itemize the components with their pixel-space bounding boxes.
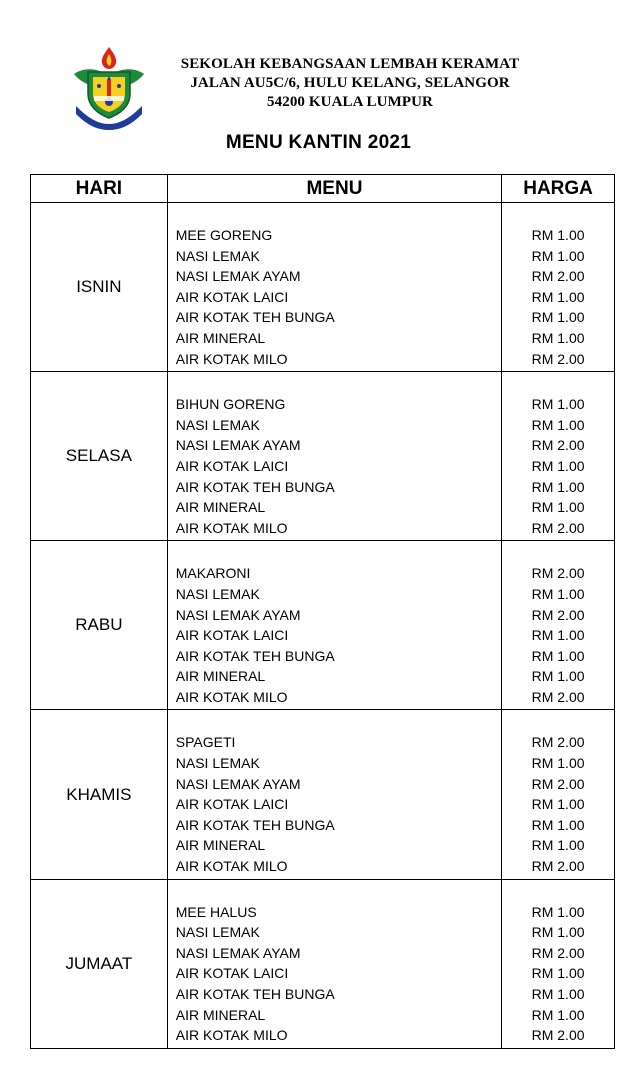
- school-info: [150, 55, 550, 112]
- menu-table-body: [31, 203, 615, 1049]
- header-price: HARGA: [502, 175, 615, 203]
- menu-item-price: RM 1.00: [531, 457, 585, 474]
- document-header: [0, 0, 637, 120]
- menu-item-name: AIR KOTAK MILO: [175, 350, 288, 367]
- price-list: [502, 710, 614, 878]
- menu-item-name: AIR KOTAK TEH BUNGA: [175, 816, 335, 833]
- menu-item-price: RM 2.00: [531, 858, 585, 875]
- menu-item-name: AIR KOTAK TEH BUNGA: [175, 309, 335, 326]
- menu-item-price: RM 1.00: [531, 647, 585, 664]
- menu-item-name: NASI LEMAK: [175, 755, 260, 772]
- menu-item-name: NASI LEMAK AYAM: [175, 606, 301, 623]
- price-cell: [502, 541, 615, 710]
- menu-item-name: NASI LEMAK: [175, 924, 260, 941]
- menu-item-price: RM 2.00: [531, 565, 585, 582]
- price-cell: [502, 372, 615, 541]
- menu-item-name: NASI LEMAK AYAM: [175, 775, 301, 792]
- menu-item-name: AIR KOTAK LAICI: [175, 796, 289, 813]
- menu-item-list: [168, 880, 501, 1048]
- day-cell: SELASA: [31, 372, 168, 541]
- menu-item-price: RM 1.00: [531, 1006, 585, 1023]
- price-cell: [502, 710, 615, 879]
- menu-item-price: RM 1.00: [531, 816, 585, 833]
- price-list: [502, 880, 614, 1048]
- menu-item-price: RM 1.00: [531, 585, 585, 602]
- menu-item-price: RM 1.00: [531, 796, 585, 813]
- menu-table: [30, 174, 615, 1049]
- menu-item-price: RM 1.00: [531, 924, 585, 941]
- school-logo: [68, 44, 150, 130]
- menu-item-price: RM 1.00: [531, 329, 585, 346]
- menu-item-name: AIR KOTAK MILO: [175, 1027, 288, 1044]
- menu-item-name: NASI LEMAK AYAM: [175, 944, 301, 961]
- menu-item-price: RM 2.00: [531, 350, 585, 367]
- school-crest-icon: [68, 44, 150, 130]
- table-row: [31, 879, 615, 1048]
- day-cell: JUMAAT: [31, 879, 168, 1048]
- table-row: [31, 710, 615, 879]
- menu-item-name: AIR MINERAL: [175, 668, 266, 685]
- menu-item-price: RM 2.00: [531, 734, 585, 751]
- menu-item-name: MEE HALUS: [175, 903, 257, 920]
- menu-item-name: AIR KOTAK LAICI: [175, 627, 289, 644]
- day-cell: KHAMIS: [31, 710, 168, 879]
- menu-item-name: AIR KOTAK MILO: [175, 858, 288, 875]
- menu-item-list: [168, 203, 501, 371]
- header-menu: MENU: [167, 175, 501, 203]
- school-address-line-2: 54200 KUALA LUMPUR: [267, 94, 433, 110]
- menu-item-price: RM 2.00: [531, 1027, 585, 1044]
- menu-item-price: RM 2.00: [531, 519, 585, 536]
- menu-item-price: RM 1.00: [531, 416, 585, 433]
- menu-item-price: RM 1.00: [531, 478, 585, 495]
- menu-item-price: RM 2.00: [531, 775, 585, 792]
- menu-item-name: NASI LEMAK: [175, 416, 260, 433]
- menu-cell: [167, 541, 501, 710]
- school-address-line-1: JALAN AU5C/6, HULU KELANG, SELANGOR: [190, 75, 510, 91]
- menu-item-price: RM 1.00: [531, 903, 585, 920]
- menu-item-name: AIR KOTAK MILO: [175, 519, 288, 536]
- menu-cell: [167, 879, 501, 1048]
- menu-item-name: AIR KOTAK MILO: [175, 688, 288, 705]
- menu-item-name: MAKARONI: [175, 565, 251, 582]
- menu-item-name: SPAGETI: [175, 734, 236, 751]
- menu-item-price: RM 2.00: [531, 606, 585, 623]
- menu-title: MENU KANTIN 2021: [225, 132, 412, 153]
- day-cell: RABU: [31, 541, 168, 710]
- menu-item-price: RM 1.00: [531, 986, 585, 1002]
- table-row: [31, 203, 615, 372]
- menu-item-name: MEE GORENG: [175, 227, 273, 243]
- menu-item-price: RM 2.00: [531, 268, 585, 285]
- menu-item-price: RM 2.00: [531, 944, 585, 961]
- menu-item-price: RM 1.00: [531, 837, 585, 854]
- menu-item-name: NASI LEMAK AYAM: [175, 268, 301, 285]
- menu-cell: [167, 203, 501, 372]
- menu-item-price: RM 2.00: [531, 688, 585, 705]
- menu-item-name: AIR MINERAL: [175, 499, 266, 516]
- menu-item-name: AIR MINERAL: [175, 1006, 266, 1023]
- menu-item-name: AIR MINERAL: [175, 329, 266, 346]
- menu-item-name: AIR KOTAK TEH BUNGA: [175, 478, 335, 495]
- menu-item-name: NASI LEMAK: [175, 247, 260, 264]
- menu-item-list: [168, 710, 501, 878]
- menu-item-price: RM 1.00: [531, 396, 585, 413]
- menu-item-price: RM 1.00: [531, 309, 585, 326]
- school-name: SEKOLAH KEBANGSAAN LEMBAH KERAMAT: [180, 56, 520, 72]
- price-list: [502, 203, 614, 371]
- menu-item-price: RM 1.00: [531, 247, 585, 264]
- menu-item-price: RM 1.00: [531, 227, 585, 243]
- header-day: HARI: [31, 175, 168, 203]
- day-cell: ISNIN: [31, 203, 168, 372]
- menu-item-name: AIR KOTAK LAICI: [175, 288, 289, 305]
- menu-cell: [167, 372, 501, 541]
- table-header-row: [31, 175, 615, 203]
- menu-item-name: AIR KOTAK LAICI: [175, 965, 289, 982]
- price-list: [502, 541, 614, 709]
- menu-item-name: AIR KOTAK LAICI: [175, 457, 289, 474]
- menu-cell: [167, 710, 501, 879]
- menu-item-price: RM 1.00: [531, 627, 585, 644]
- menu-item-price: RM 2.00: [531, 437, 585, 454]
- menu-item-list: [168, 541, 501, 709]
- menu-item-name: AIR KOTAK TEH BUNGA: [175, 986, 335, 1002]
- price-list: [502, 372, 614, 540]
- menu-item-name: BIHUN GORENG: [175, 396, 286, 413]
- menu-item-list: [168, 372, 501, 540]
- menu-item-name: NASI LEMAK AYAM: [175, 437, 301, 454]
- menu-item-name: AIR MINERAL: [175, 837, 266, 854]
- price-cell: [502, 879, 615, 1048]
- menu-item-price: RM 1.00: [531, 499, 585, 516]
- table-row: [31, 541, 615, 710]
- menu-item-price: RM 1.00: [531, 288, 585, 305]
- menu-item-name: AIR KOTAK TEH BUNGA: [175, 647, 335, 664]
- menu-item-price: RM 1.00: [531, 668, 585, 685]
- menu-item-price: RM 1.00: [531, 755, 585, 772]
- table-row: [31, 372, 615, 541]
- menu-item-name: NASI LEMAK: [175, 585, 260, 602]
- price-cell: [502, 203, 615, 372]
- menu-item-price: RM 1.00: [531, 965, 585, 982]
